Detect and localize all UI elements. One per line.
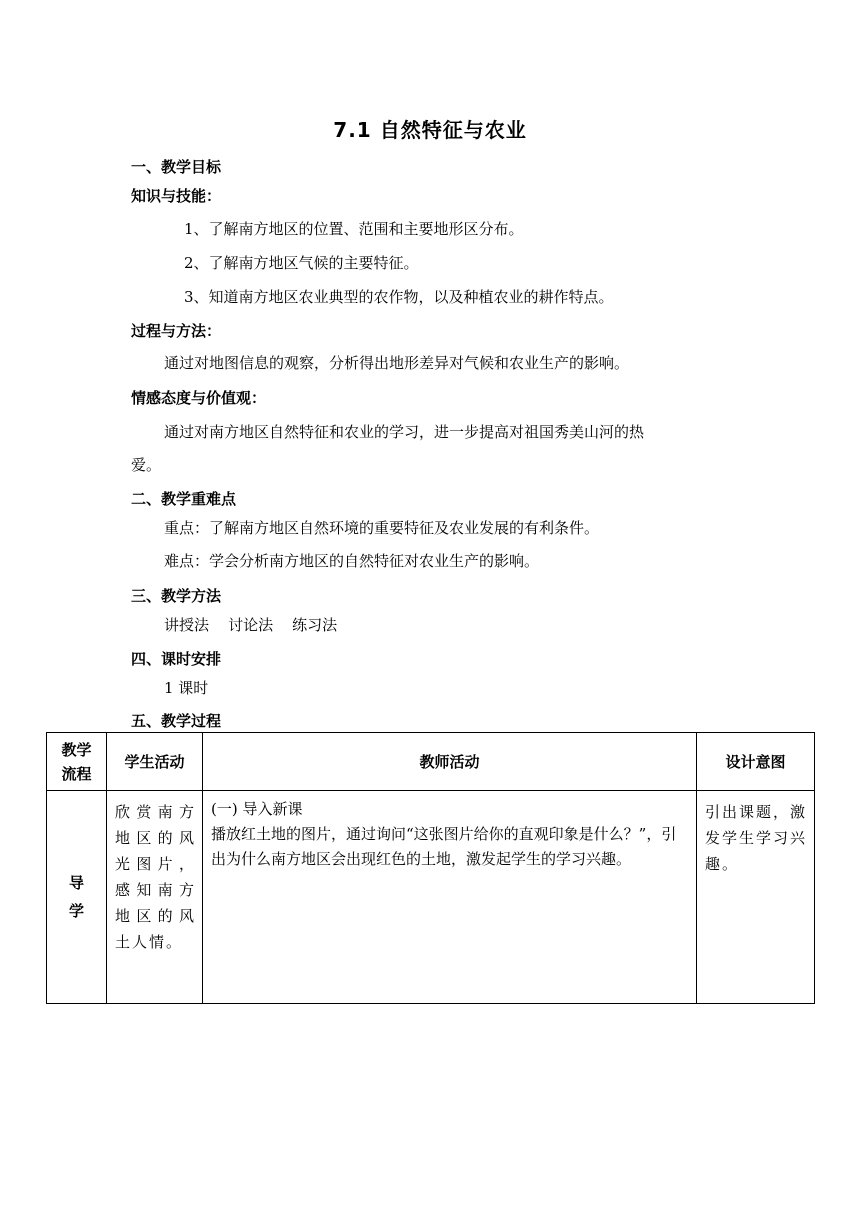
emotion-text: 通过对南方地区自然特征和农业的学习，进一步提高对祖国秀美山河的热	[164, 423, 645, 441]
knowledge-item: 2、了解南方地区气候的主要特征。	[184, 254, 419, 272]
table-row	[47, 791, 815, 1004]
cell-student-activity: 欣赏南方地区的风光图片，感知南方地区的风土人情。	[107, 791, 203, 1004]
teacher-activity-text: 播放红土地的图片，通过询问“这张图片给你的直观印象是什么？”，引出为什么南方地区会出现红色的土地，激发起学生的学习兴趣。	[211, 825, 677, 868]
header-teacher-activity: 教师活动	[203, 733, 697, 791]
section-heading-goals: 一、教学目标	[131, 158, 222, 176]
table-header-row	[47, 733, 815, 791]
cell-teacher-activity	[203, 791, 697, 1004]
knowledge-item: 1、了解南方地区的位置、范围和主要地形区分布。	[184, 220, 524, 238]
section-heading-methods: 三、教学方法	[131, 587, 222, 605]
subheading-knowledge: 知识与技能：	[131, 187, 222, 205]
subheading-emotion: 情感态度与价值观：	[131, 389, 267, 407]
cell-stage: 导学	[47, 791, 107, 1004]
section-heading-key-points: 二、教学重难点	[131, 490, 237, 508]
page-title: 7.1 自然特征与农业	[333, 118, 527, 142]
subheading-process: 过程与方法：	[131, 322, 222, 340]
methods-list: 讲授法 讨论法 练习法	[164, 616, 338, 634]
header-design-intent: 设计意图	[697, 733, 815, 791]
emotion-text-continued: 爱。	[131, 456, 162, 474]
key-point: 重点：了解南方地区自然环境的重要特征及农业发展的有利条件。	[164, 519, 600, 537]
difficult-point: 难点：学会分析南方地区的自然特征对农业生产的影响。	[164, 552, 540, 570]
process-text: 通过对地图信息的观察，分析得出地形差异对气候和农业生产的影响。	[164, 354, 630, 372]
header-student-activity: 学生活动	[107, 733, 203, 791]
teaching-process-table	[46, 732, 815, 1004]
section-heading-process-table: 五、教学过程	[131, 712, 222, 730]
schedule-text: 1 课时	[164, 679, 209, 697]
knowledge-item: 3、知道南方地区农业典型的农作物，以及种植农业的耕作特点。	[184, 288, 614, 306]
section-heading-schedule: 四、课时安排	[131, 650, 222, 668]
teacher-activity-title: (一) 导入新课	[211, 800, 303, 818]
header-stage: 教学流程	[47, 733, 107, 791]
cell-design-intent: 引出课题，激发学生学习兴趣。	[697, 791, 815, 1004]
